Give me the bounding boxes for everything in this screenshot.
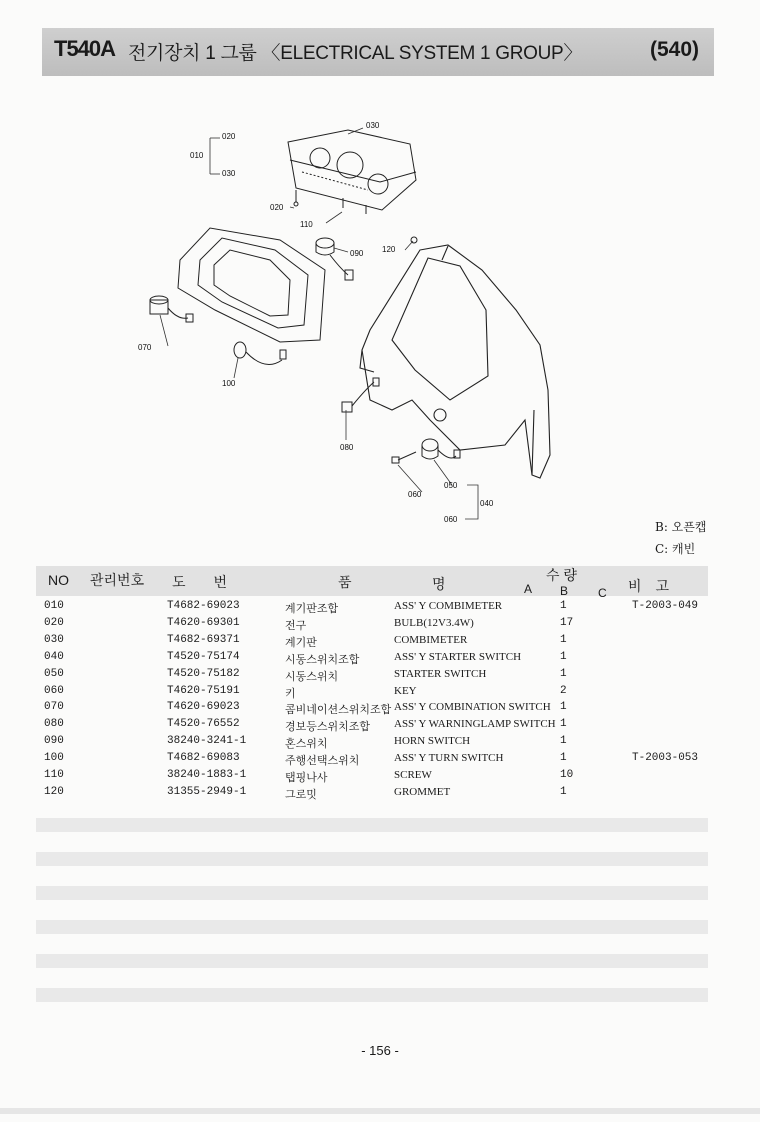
cell-kr: 시동스위치조합 — [285, 654, 360, 667]
cell-kr: 주행선택스위치 — [285, 756, 360, 769]
col-header-remark: 비 고 — [628, 578, 670, 594]
callout-070: 070 — [138, 343, 152, 352]
cell-b: 1 — [560, 667, 567, 680]
cell-part: 31355-2949-1 — [167, 785, 247, 798]
cell-en: ASS' Y STARTER SWITCH — [394, 650, 522, 663]
cell-b: 1 — [560, 735, 567, 748]
cell-kr: 계기판 — [285, 637, 317, 650]
cell-en: KEY — [394, 684, 417, 697]
empty-row-stripe — [36, 988, 708, 1002]
cell-kr: 전구 — [285, 620, 307, 633]
cell-part: T4520-75174 — [167, 650, 240, 663]
warninglamp-switch-illustration — [342, 378, 379, 412]
cell-b: 10 — [560, 769, 574, 781]
cell-en: ASS' Y TURN SWITCH — [394, 752, 504, 765]
callout-020-left: 020 — [222, 132, 236, 141]
cell-b: 1 — [560, 650, 567, 663]
table-row — [44, 784, 704, 801]
table-row — [44, 666, 704, 683]
cell-remark: T-2003-053 — [632, 752, 699, 765]
cell-no: 060 — [44, 684, 64, 697]
cell-b: 2 — [560, 684, 567, 697]
table-row — [44, 699, 704, 716]
cell-no: 020 — [44, 616, 64, 629]
model-code: T540A — [54, 36, 116, 61]
cell-no: 070 — [44, 701, 64, 714]
col-header-no: NO — [48, 572, 69, 588]
empty-row-stripe — [36, 852, 708, 866]
cell-kr: 혼스위치 — [285, 739, 328, 752]
cell-en: ASS' Y COMBIMETER — [394, 600, 503, 612]
col-header-qty: 수 량 — [546, 567, 577, 583]
table-row — [44, 632, 704, 649]
exploded-parts-diagram — [130, 110, 590, 530]
cell-b: 1 — [560, 718, 567, 731]
callout-020: 020 — [270, 203, 284, 212]
dash-frame-illustration — [178, 228, 325, 342]
starter-switch-illustration — [392, 439, 460, 463]
callout-110: 110 — [300, 220, 313, 229]
callout-100: 100 — [222, 379, 236, 388]
callout-030-top: 030 — [366, 121, 380, 130]
cell-no: 090 — [44, 735, 64, 748]
cell-no: 110 — [44, 769, 64, 781]
cell-remark: T-2003-049 — [632, 600, 699, 612]
cell-en: STARTER SWITCH — [394, 667, 487, 680]
cell-no: 100 — [44, 752, 64, 765]
table-row — [44, 733, 704, 750]
cell-en: COMBIMETER — [394, 633, 468, 646]
page-number: - 156 - — [361, 1043, 399, 1058]
table-row — [44, 716, 704, 733]
col-header-item-b: 명 — [432, 576, 446, 592]
cell-part: T4682-69023 — [167, 600, 240, 612]
cell-en: BULB(12V3.4W) — [394, 616, 474, 629]
cell-kr: 콤비네이션스위치조합 — [285, 705, 392, 718]
cell-no: 010 — [44, 600, 64, 612]
scan-edge-strip — [0, 1108, 760, 1114]
cell-kr: 키 — [285, 688, 296, 701]
empty-row-stripe — [36, 954, 708, 968]
legend-cabin: C: 캐빈 — [655, 542, 696, 556]
cell-part: T4520-76552 — [167, 718, 240, 731]
cell-part: T4620-69301 — [167, 616, 240, 629]
cowl-housing-illustration — [360, 245, 550, 478]
col-header-c: C — [598, 586, 607, 600]
col-header-drawing-no: 도 번 — [172, 574, 228, 590]
table-row — [44, 767, 704, 784]
cell-en: HORN SWITCH — [394, 735, 471, 748]
cell-no: 080 — [44, 718, 64, 731]
cell-en: ASS' Y WARNINGLAMP SWITCH — [394, 718, 556, 731]
cell-part: T4620-69023 — [167, 701, 240, 714]
cell-en: ASS' Y COMBINATION SWITCH — [394, 701, 551, 714]
callout-060-left: 060 — [408, 490, 422, 499]
cell-b: 1 — [560, 633, 567, 646]
callout-060-bottom: 060 — [444, 515, 458, 524]
cell-b: 1 — [560, 752, 567, 765]
cell-b: 1 — [560, 600, 567, 612]
combimeter-illustration — [288, 130, 416, 214]
page-title: 전기장치 1 그룹 〈ELECTRICAL SYSTEM 1 GROUP〉 — [128, 43, 583, 64]
cell-no: 040 — [44, 650, 64, 663]
callout-120: 120 — [382, 245, 396, 254]
table-row — [44, 683, 704, 700]
callout-080: 080 — [340, 443, 354, 452]
cell-kr: 계기판조합 — [285, 604, 339, 616]
empty-row-stripe — [36, 818, 708, 832]
legend-open-cab: B: 오픈캡 — [655, 520, 707, 534]
cell-no: 120 — [44, 785, 64, 798]
cell-part: T4620-75191 — [167, 684, 240, 697]
col-header-item-a: 품 — [338, 574, 352, 590]
callout-010: 010 — [190, 151, 204, 160]
cell-kr: 경보등스위치조합 — [285, 722, 371, 735]
cell-en: GROMMET — [394, 785, 451, 798]
cell-b: 1 — [560, 785, 567, 798]
empty-row-stripe — [36, 920, 708, 934]
cell-kr: 그로밋 — [285, 789, 317, 802]
col-header-mgmt-no: 관리번호 — [90, 572, 145, 588]
table-row — [44, 649, 704, 666]
col-header-a: A — [524, 582, 533, 596]
turn-switch-illustration — [234, 342, 286, 365]
cell-kr: 시동스위치 — [285, 671, 339, 684]
section-code: (540) — [650, 38, 700, 61]
cell-b: 17 — [560, 616, 574, 629]
cell-b: 1 — [560, 701, 567, 714]
table-row — [44, 615, 704, 632]
callout-050: 050 — [444, 481, 458, 490]
cell-part: T4520-75182 — [167, 667, 240, 680]
callout-040: 040 — [480, 499, 494, 508]
combination-switch-illustration — [150, 296, 193, 322]
cell-part: T4682-69371 — [167, 633, 240, 646]
callout-030-left: 030 — [222, 169, 236, 178]
col-header-b: B — [560, 584, 569, 598]
callout-090: 090 — [350, 249, 364, 258]
horn-switch-illustration — [316, 238, 353, 280]
cell-kr: 탭핑나사 — [285, 773, 328, 785]
cell-part: 38240-1883-1 — [167, 769, 247, 781]
cell-part: 38240-3241-1 — [167, 735, 247, 748]
cell-no: 030 — [44, 633, 64, 646]
empty-row-stripe — [36, 886, 708, 900]
cell-en: SCREW — [394, 769, 432, 781]
table-row — [44, 598, 704, 615]
table-row — [44, 750, 704, 767]
cell-part: T4682-69083 — [167, 752, 240, 765]
leader-lines — [160, 128, 478, 519]
cell-no: 050 — [44, 667, 64, 680]
